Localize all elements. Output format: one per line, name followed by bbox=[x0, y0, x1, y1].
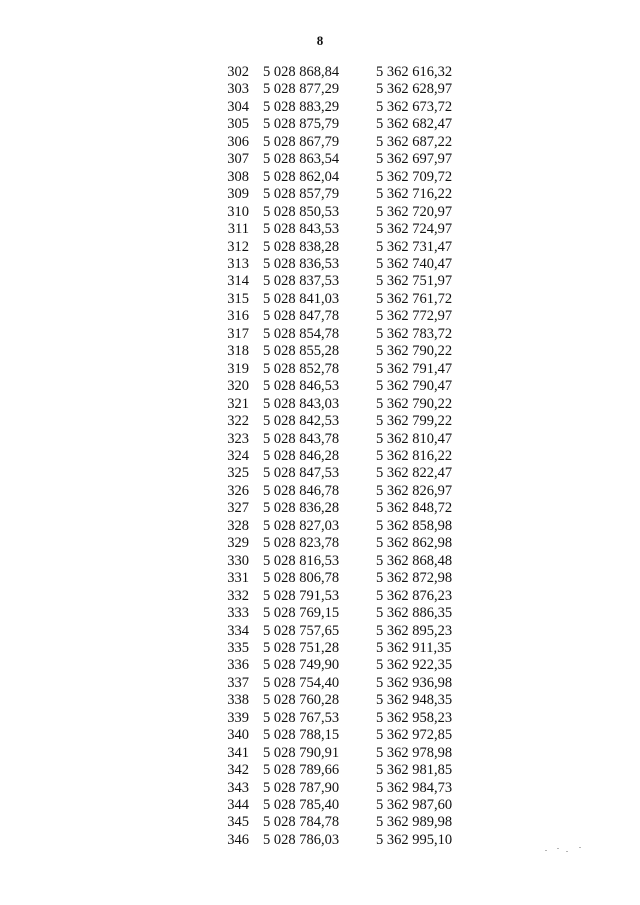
point-number: 344 bbox=[227, 797, 249, 814]
x-coordinate: 5 028 862,04 bbox=[263, 168, 340, 185]
x-coordinate: 5 028 823,78 bbox=[263, 535, 340, 552]
y-coordinate: 5 362 948,35 bbox=[376, 692, 453, 709]
y-coordinate: 5 362 858,98 bbox=[376, 517, 453, 534]
point-number: 326 bbox=[227, 482, 249, 499]
y-coordinate: 5 362 628,97 bbox=[376, 81, 453, 98]
y-coordinate: 5 362 709,72 bbox=[376, 168, 453, 185]
table-row bbox=[0, 204, 640, 221]
table-row bbox=[0, 832, 640, 849]
table-row bbox=[0, 448, 640, 465]
table-row bbox=[0, 396, 640, 413]
y-coordinate: 5 362 826,97 bbox=[376, 482, 453, 499]
x-coordinate: 5 028 806,78 bbox=[263, 570, 340, 587]
point-number: 337 bbox=[227, 674, 249, 691]
point-number: 313 bbox=[227, 255, 249, 272]
point-number: 340 bbox=[227, 727, 249, 744]
point-number: 308 bbox=[227, 168, 249, 185]
y-coordinate: 5 362 911,35 bbox=[376, 639, 452, 656]
y-coordinate: 5 362 740,47 bbox=[376, 255, 453, 272]
page-number: 8 bbox=[316, 33, 324, 48]
y-coordinate: 5 362 978,98 bbox=[376, 744, 453, 761]
point-number: 339 bbox=[227, 709, 249, 726]
table-row bbox=[0, 256, 640, 273]
y-coordinate: 5 362 790,22 bbox=[376, 395, 453, 412]
y-coordinate: 5 362 687,22 bbox=[376, 133, 453, 150]
y-coordinate: 5 362 616,32 bbox=[376, 64, 453, 80]
x-coordinate: 5 028 785,40 bbox=[263, 797, 340, 814]
table-row bbox=[0, 378, 640, 395]
table-row bbox=[0, 326, 640, 343]
x-coordinate: 5 028 842,53 bbox=[263, 413, 340, 430]
point-number: 330 bbox=[227, 552, 249, 569]
point-number: 321 bbox=[227, 395, 249, 412]
scan-specks bbox=[545, 846, 585, 854]
table-row bbox=[0, 116, 640, 133]
table-row bbox=[0, 640, 640, 657]
table-row bbox=[0, 99, 640, 116]
table-row bbox=[0, 553, 640, 570]
point-number: 341 bbox=[227, 744, 249, 761]
point-number: 305 bbox=[227, 116, 249, 133]
x-coordinate: 5 028 847,53 bbox=[263, 465, 340, 482]
x-coordinate: 5 028 790,91 bbox=[263, 744, 340, 761]
table-row bbox=[0, 727, 640, 744]
table-row bbox=[0, 431, 640, 448]
x-coordinate: 5 028 787,90 bbox=[263, 779, 340, 796]
table-row bbox=[0, 291, 640, 308]
y-coordinate: 5 362 731,47 bbox=[376, 238, 453, 255]
x-coordinate: 5 028 855,28 bbox=[263, 343, 340, 360]
point-number: 304 bbox=[227, 98, 249, 115]
point-number: 328 bbox=[227, 517, 249, 534]
point-number: 346 bbox=[227, 831, 249, 848]
coordinate-table bbox=[0, 64, 640, 849]
table-row bbox=[0, 134, 640, 151]
x-coordinate: 5 028 751,28 bbox=[263, 639, 340, 656]
y-coordinate: 5 362 790,22 bbox=[376, 343, 453, 360]
point-number: 327 bbox=[227, 500, 249, 517]
x-coordinate: 5 028 852,78 bbox=[263, 360, 340, 377]
x-coordinate: 5 028 749,90 bbox=[263, 657, 340, 674]
table-row bbox=[0, 151, 640, 168]
y-coordinate: 5 362 720,97 bbox=[376, 203, 453, 220]
table-row bbox=[0, 623, 640, 640]
table-row bbox=[0, 692, 640, 709]
x-coordinate: 5 028 850,53 bbox=[263, 203, 340, 220]
y-coordinate: 5 362 761,72 bbox=[376, 290, 453, 307]
y-coordinate: 5 362 673,72 bbox=[376, 98, 453, 115]
table-row bbox=[0, 239, 640, 256]
point-number: 345 bbox=[227, 814, 249, 831]
y-coordinate: 5 362 772,97 bbox=[376, 308, 453, 325]
point-number: 342 bbox=[227, 762, 249, 779]
point-number: 310 bbox=[227, 203, 249, 220]
x-coordinate: 5 028 883,29 bbox=[263, 98, 340, 115]
table-row bbox=[0, 605, 640, 622]
y-coordinate: 5 362 751,97 bbox=[376, 273, 453, 290]
y-coordinate: 5 362 848,72 bbox=[376, 500, 453, 517]
x-coordinate: 5 028 863,54 bbox=[263, 151, 340, 168]
table-row bbox=[0, 361, 640, 378]
x-coordinate: 5 028 767,53 bbox=[263, 709, 340, 726]
x-coordinate: 5 028 784,78 bbox=[263, 814, 340, 831]
y-coordinate: 5 362 895,23 bbox=[376, 622, 453, 639]
point-number: 335 bbox=[227, 639, 249, 656]
table-row bbox=[0, 762, 640, 779]
y-coordinate: 5 362 810,47 bbox=[376, 430, 453, 447]
x-coordinate: 5 028 791,53 bbox=[263, 587, 340, 604]
y-coordinate: 5 362 989,98 bbox=[376, 814, 453, 831]
table-row bbox=[0, 588, 640, 605]
point-number: 343 bbox=[227, 779, 249, 796]
x-coordinate: 5 028 846,28 bbox=[263, 447, 340, 464]
y-coordinate: 5 362 799,22 bbox=[376, 413, 453, 430]
table-row bbox=[0, 675, 640, 692]
x-coordinate: 5 028 836,53 bbox=[263, 255, 340, 272]
y-coordinate: 5 362 682,47 bbox=[376, 116, 453, 133]
point-number: 333 bbox=[227, 605, 249, 622]
point-number: 312 bbox=[227, 238, 249, 255]
y-coordinate: 5 362 936,98 bbox=[376, 674, 453, 691]
point-number: 334 bbox=[227, 622, 249, 639]
table-row bbox=[0, 814, 640, 831]
table-row bbox=[0, 500, 640, 517]
point-number: 315 bbox=[227, 290, 249, 307]
x-coordinate: 5 028 788,15 bbox=[263, 727, 340, 744]
y-coordinate: 5 362 922,35 bbox=[376, 657, 453, 674]
x-coordinate: 5 028 827,03 bbox=[263, 517, 340, 534]
table-row bbox=[0, 273, 640, 290]
table-row bbox=[0, 186, 640, 203]
y-coordinate: 5 362 783,72 bbox=[376, 325, 453, 342]
x-coordinate: 5 028 847,78 bbox=[263, 308, 340, 325]
y-coordinate: 5 362 972,85 bbox=[376, 727, 453, 744]
y-coordinate: 5 362 862,98 bbox=[376, 535, 453, 552]
table-row bbox=[0, 413, 640, 430]
y-coordinate: 5 362 872,98 bbox=[376, 570, 453, 587]
point-number: 311 bbox=[227, 221, 249, 238]
table-row bbox=[0, 745, 640, 762]
y-coordinate: 5 362 868,48 bbox=[376, 552, 453, 569]
point-number: 331 bbox=[227, 570, 249, 587]
table-row bbox=[0, 465, 640, 482]
x-coordinate: 5 028 789,66 bbox=[263, 762, 340, 779]
table-row bbox=[0, 483, 640, 500]
y-coordinate: 5 362 790,47 bbox=[376, 378, 453, 395]
x-coordinate: 5 028 843,78 bbox=[263, 430, 340, 447]
y-coordinate: 5 362 987,60 bbox=[376, 797, 453, 814]
point-number: 325 bbox=[227, 465, 249, 482]
x-coordinate: 5 028 786,03 bbox=[263, 831, 340, 848]
y-coordinate: 5 362 822,47 bbox=[376, 465, 453, 482]
x-coordinate: 5 028 877,29 bbox=[263, 81, 340, 98]
x-coordinate: 5 028 843,03 bbox=[263, 395, 340, 412]
point-number: 329 bbox=[227, 535, 249, 552]
y-coordinate: 5 362 995,10 bbox=[376, 831, 453, 848]
point-number: 307 bbox=[227, 151, 249, 168]
x-coordinate: 5 028 841,03 bbox=[263, 290, 340, 307]
table-row bbox=[0, 81, 640, 98]
table-row bbox=[0, 710, 640, 727]
y-coordinate: 5 362 958,23 bbox=[376, 709, 453, 726]
point-number: 318 bbox=[227, 343, 249, 360]
point-number: 314 bbox=[227, 273, 249, 290]
y-coordinate: 5 362 981,85 bbox=[376, 762, 453, 779]
x-coordinate: 5 028 868,84 bbox=[263, 64, 340, 80]
point-number: 306 bbox=[227, 133, 249, 150]
x-coordinate: 5 028 857,79 bbox=[263, 186, 340, 203]
x-coordinate: 5 028 816,53 bbox=[263, 552, 340, 569]
table-row bbox=[0, 221, 640, 238]
y-coordinate: 5 362 716,22 bbox=[376, 186, 453, 203]
table-row bbox=[0, 518, 640, 535]
table-row bbox=[0, 657, 640, 674]
x-coordinate: 5 028 836,28 bbox=[263, 500, 340, 517]
y-coordinate: 5 362 876,23 bbox=[376, 587, 453, 604]
y-coordinate: 5 362 886,35 bbox=[376, 605, 453, 622]
x-coordinate: 5 028 838,28 bbox=[263, 238, 340, 255]
x-coordinate: 5 028 846,53 bbox=[263, 378, 340, 395]
table-row bbox=[0, 169, 640, 186]
x-coordinate: 5 028 854,78 bbox=[263, 325, 340, 342]
point-number: 320 bbox=[227, 378, 249, 395]
point-number: 324 bbox=[227, 447, 249, 464]
x-coordinate: 5 028 875,79 bbox=[263, 116, 340, 133]
table-row bbox=[0, 570, 640, 587]
y-coordinate: 5 362 984,73 bbox=[376, 779, 453, 796]
point-number: 338 bbox=[227, 692, 249, 709]
table-row bbox=[0, 535, 640, 552]
y-coordinate: 5 362 724,97 bbox=[376, 221, 453, 238]
point-number: 322 bbox=[227, 413, 249, 430]
point-number: 323 bbox=[227, 430, 249, 447]
x-coordinate: 5 028 760,28 bbox=[263, 692, 340, 709]
table-row bbox=[0, 797, 640, 814]
point-number: 302 bbox=[227, 64, 249, 80]
point-number: 319 bbox=[227, 360, 249, 377]
point-number: 317 bbox=[227, 325, 249, 342]
table-row bbox=[0, 308, 640, 325]
table-row bbox=[0, 780, 640, 797]
x-coordinate: 5 028 846,78 bbox=[263, 482, 340, 499]
y-coordinate: 5 362 697,97 bbox=[376, 151, 453, 168]
point-number: 332 bbox=[227, 587, 249, 604]
point-number: 316 bbox=[227, 308, 249, 325]
point-number: 336 bbox=[227, 657, 249, 674]
x-coordinate: 5 028 837,53 bbox=[263, 273, 340, 290]
table-row bbox=[0, 64, 640, 81]
y-coordinate: 5 362 791,47 bbox=[376, 360, 453, 377]
table-row bbox=[0, 343, 640, 360]
y-coordinate: 5 362 816,22 bbox=[376, 447, 453, 464]
x-coordinate: 5 028 757,65 bbox=[263, 622, 340, 639]
point-number: 309 bbox=[227, 186, 249, 203]
x-coordinate: 5 028 867,79 bbox=[263, 133, 340, 150]
x-coordinate: 5 028 843,53 bbox=[263, 221, 340, 238]
x-coordinate: 5 028 769,15 bbox=[263, 605, 340, 622]
point-number: 303 bbox=[227, 81, 249, 98]
x-coordinate: 5 028 754,40 bbox=[263, 674, 340, 691]
